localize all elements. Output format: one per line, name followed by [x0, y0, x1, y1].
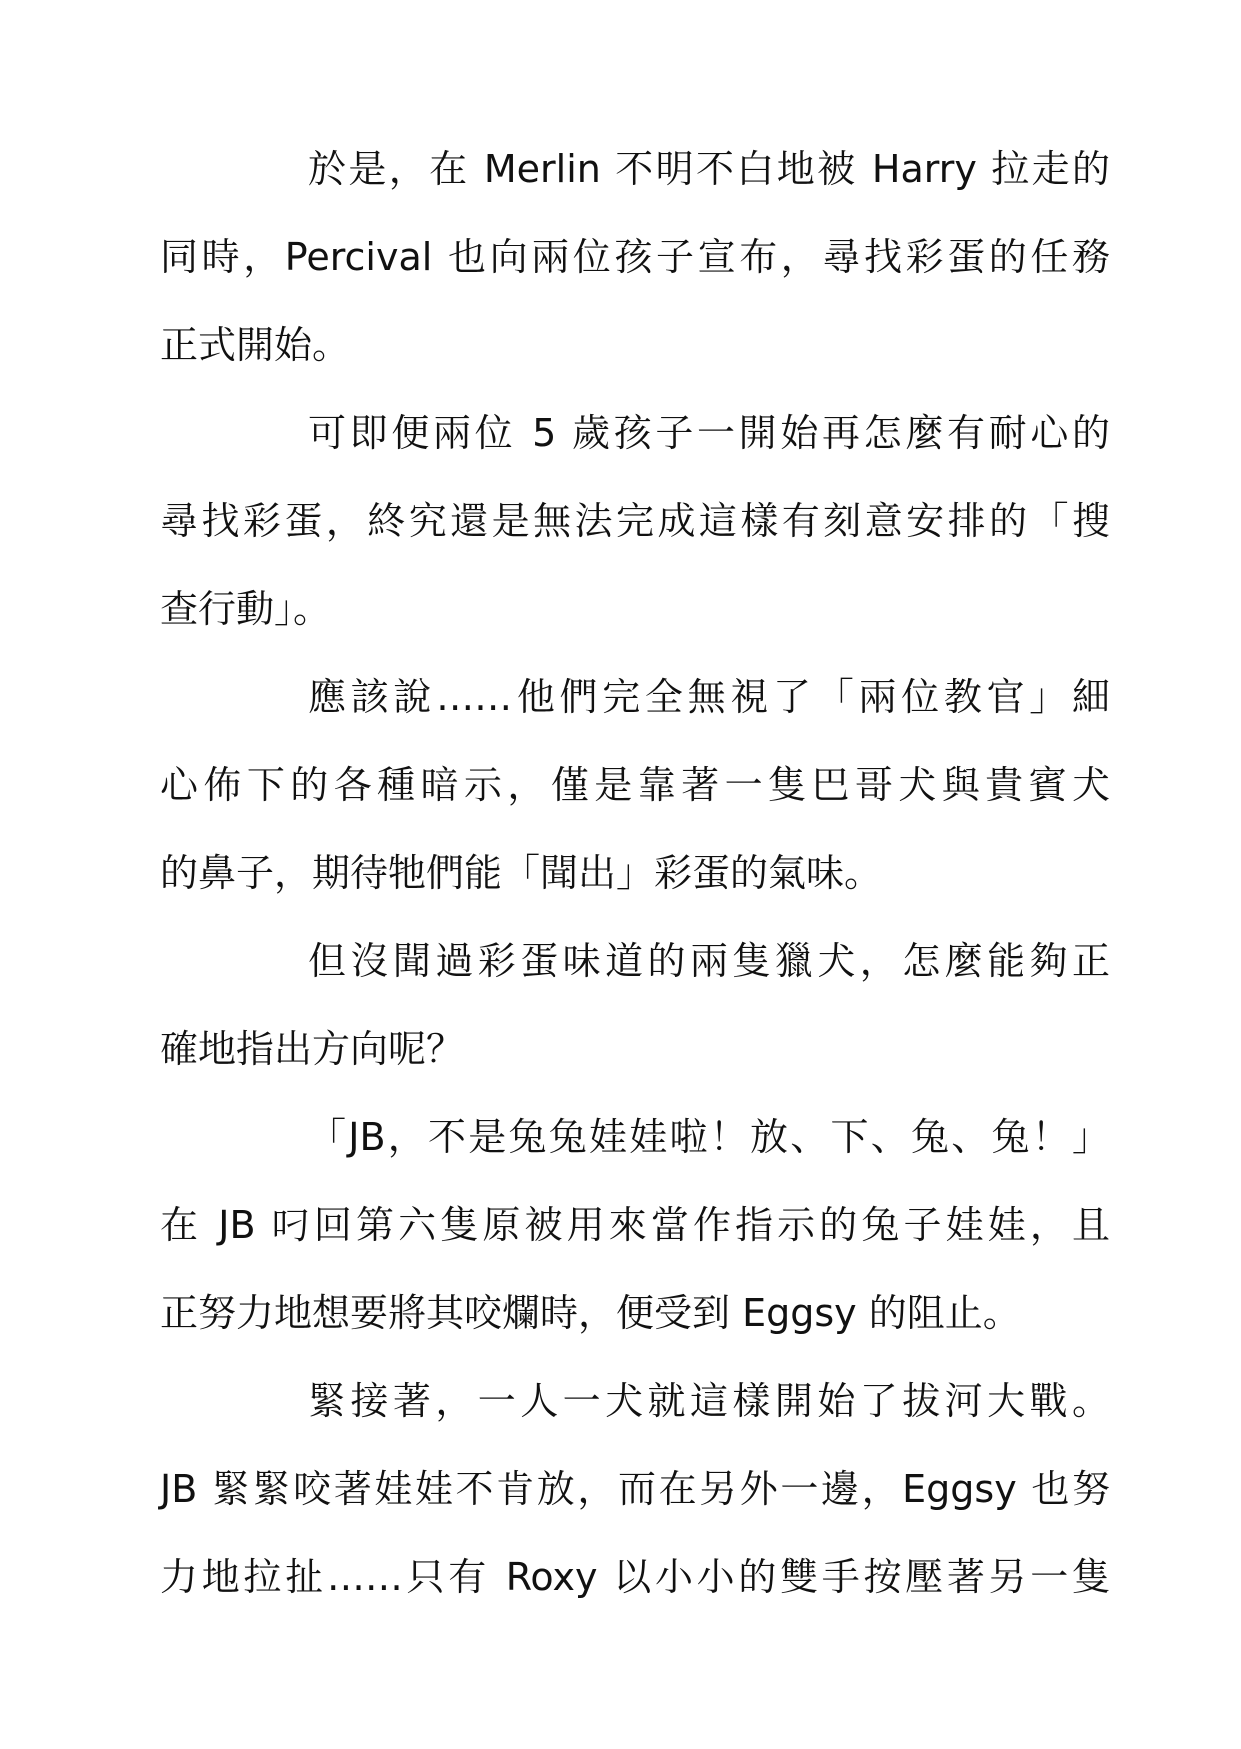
text-line: 正努力地想要將其咬爛時，便受到 Eggsy 的阻止。 — [160, 1291, 1021, 1335]
text-line: 「JB，不是兔兔娃娃啦！放、下、兔、兔！」 — [308, 1115, 1110, 1159]
text-line: 尋找彩蛋，終究還是無法完成這樣有刻意安排的「搜 — [160, 499, 1110, 543]
text-line: 確地指出方向呢？ — [160, 1027, 465, 1071]
text-line: 在 JB 叼回第六隻原被用來當作指示的兔子娃娃，且 — [160, 1203, 1110, 1247]
text-line: 緊接著，一人一犬就這樣開始了拔河大戰。 — [308, 1379, 1110, 1423]
text-line: 同時，Percival 也向兩位孩子宣布，尋找彩蛋的任務 — [160, 235, 1110, 279]
text-line: 可即便兩位 5 歲孩子一開始再怎麼有耐心的 — [308, 411, 1110, 455]
text-line: JB 緊緊咬著娃娃不肯放，而在另外一邊，Eggsy 也努 — [160, 1467, 1110, 1511]
text-line: 正式開始。 — [160, 323, 351, 367]
text-line: 應該說……他們完全無視了「兩位教官」細 — [308, 675, 1110, 719]
text-line: 力地拉扯……只有 Roxy 以小小的雙手按壓著另一隻 — [160, 1555, 1110, 1599]
text-line: 於是，在 Merlin 不明不白地被 Harry 拉走的 — [308, 147, 1110, 191]
text-line: 心佈下的各種暗示，僅是靠著一隻巴哥犬與貴賓犬 — [160, 763, 1110, 807]
text-line: 但沒聞過彩蛋味道的兩隻獵犬，怎麼能夠正 — [308, 939, 1110, 983]
body-text — [160, 125, 1110, 1621]
text-line: 查行動」。 — [160, 587, 332, 631]
text-line: 的鼻子，期待牠們能「聞出」彩蛋的氣味。 — [160, 851, 883, 895]
